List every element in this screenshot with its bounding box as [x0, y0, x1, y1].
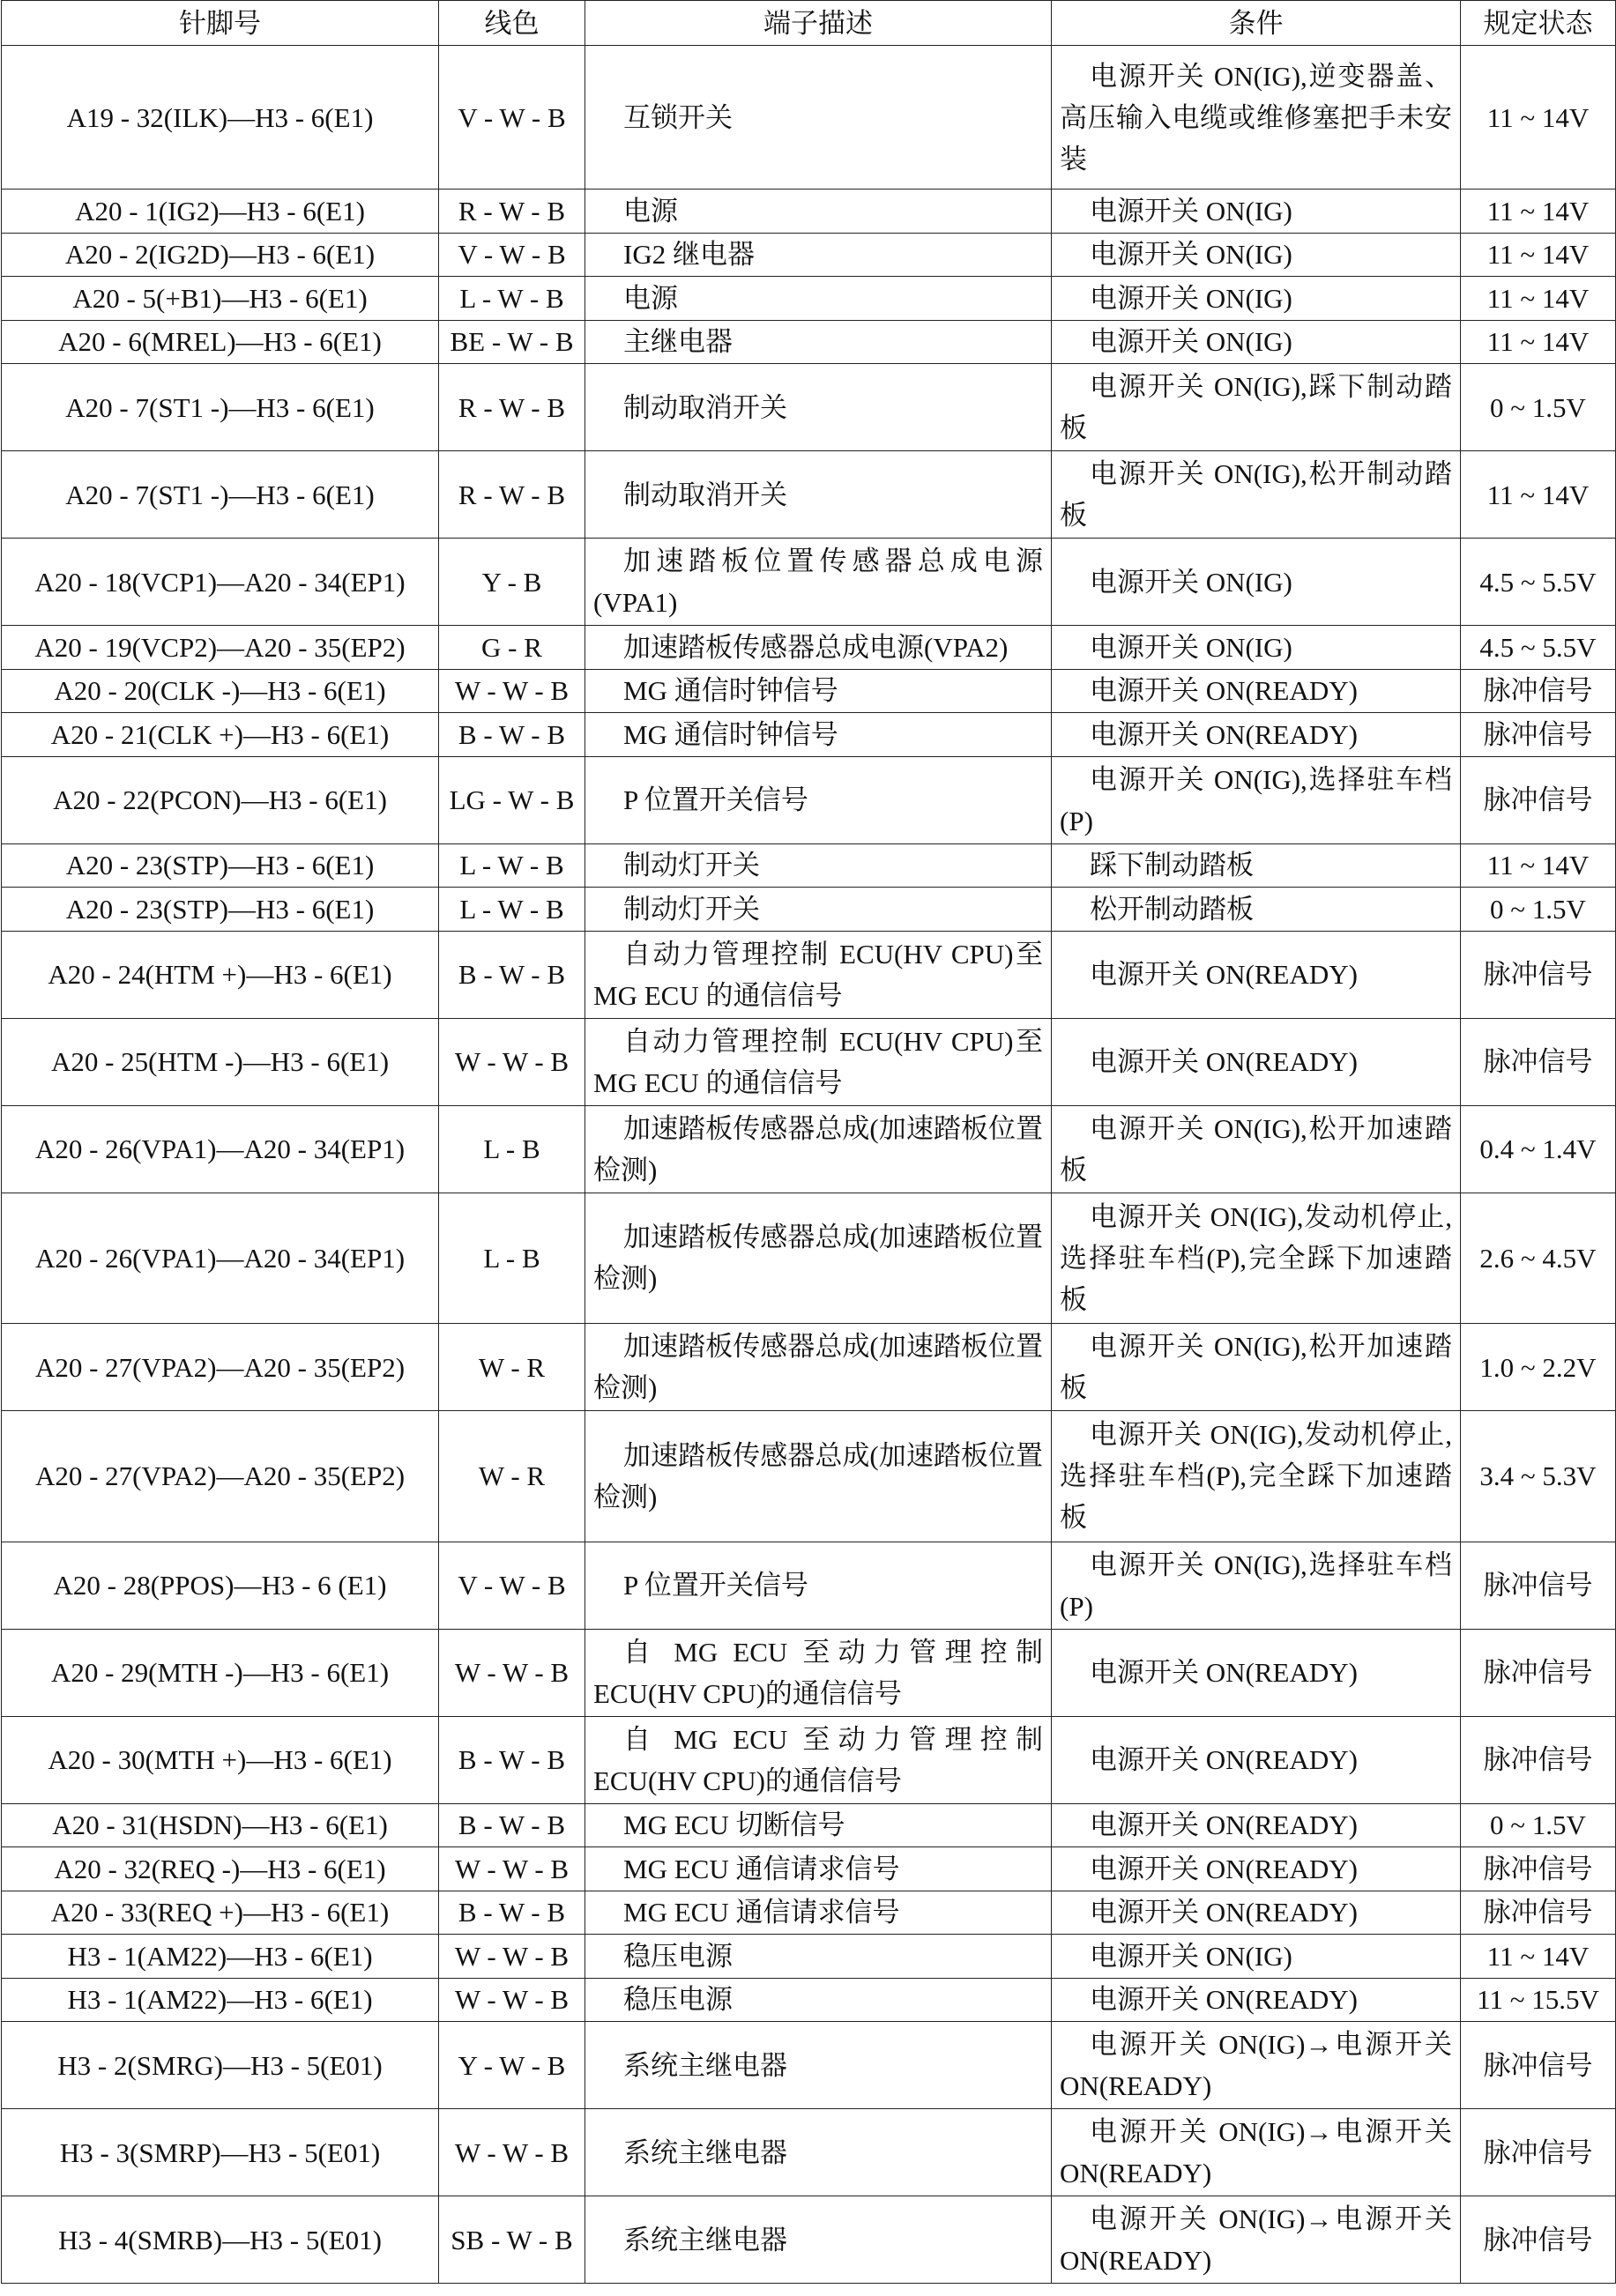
table-row [2, 1935, 1616, 1979]
pin-cell: H3 - 1(AM22)—H3 - 6(E1) [2, 1935, 439, 1979]
condition-cell: 电源开关 ON(IG),踩下制动踏板 [1052, 364, 1461, 451]
specified-state-cell: 11 ~ 14V [1461, 46, 1616, 189]
table-row [2, 451, 1616, 539]
specified-state-cell: 4.5 ~ 5.5V [1461, 626, 1616, 670]
condition-cell: 松开制动踏板 [1052, 888, 1461, 932]
condition-cell: 电源开关 ON(READY) [1052, 1847, 1461, 1891]
terminal-description-cell: 互锁开关 [585, 46, 1052, 189]
pin-cell: A20 - 23(STP)—H3 - 6(E1) [2, 843, 439, 888]
table-row [2, 539, 1616, 626]
wire-color-cell: B - W - B [439, 931, 585, 1018]
specified-state-cell: 脉冲信号 [1461, 2109, 1616, 2196]
table-row [2, 46, 1616, 189]
table-row [2, 626, 1616, 670]
header-specified-state: 规定状态 [1461, 1, 1616, 46]
wire-color-cell: L - B [439, 1105, 585, 1193]
table-row [2, 931, 1616, 1018]
condition-cell: 电源开关 ON(IG) [1052, 626, 1461, 670]
terminal-description-cell: 加速踏板传感器总成(加速踏板位置检测) [585, 1324, 1052, 1411]
pin-cell: A20 - 2(IG2D)—H3 - 6(E1) [2, 233, 439, 277]
wire-color-cell: LG - W - B [439, 756, 585, 843]
terminal-description-cell: 制动灯开关 [585, 843, 1052, 888]
specified-state-cell: 0 ~ 1.5V [1461, 888, 1616, 932]
condition-cell: 电源开关 ON(READY) [1052, 1018, 1461, 1105]
specified-state-cell: 脉冲信号 [1461, 1891, 1616, 1935]
specified-state-cell: 4.5 ~ 5.5V [1461, 539, 1616, 626]
terminal-description-cell: 加速踏板传感器总成(加速踏板位置检测) [585, 1193, 1052, 1324]
table-row [2, 1978, 1616, 2022]
specified-state-cell: 0 ~ 1.5V [1461, 1803, 1616, 1847]
terminal-description-cell: 自 MG ECU 至动力管理控制 ECU(HV CPU)的通信信号 [585, 1629, 1052, 1716]
terminal-description-cell: 稳压电源 [585, 1978, 1052, 2022]
condition-cell: 电源开关 ON(READY) [1052, 931, 1461, 1018]
condition-cell: 电源开关 ON(READY) [1052, 669, 1461, 713]
wire-color-cell: L - W - B [439, 888, 585, 932]
pin-cell: A20 - 25(HTM -)—H3 - 6(E1) [2, 1018, 439, 1105]
terminal-description-cell: 自 MG ECU 至动力管理控制 ECU(HV CPU)的通信信号 [585, 1716, 1052, 1803]
wire-color-cell: W - W - B [439, 1847, 585, 1891]
terminal-description-cell: MG ECU 通信请求信号 [585, 1847, 1052, 1891]
terminal-description-cell: 制动取消开关 [585, 364, 1052, 451]
wire-color-cell: B - W - B [439, 713, 585, 757]
terminal-description-cell: MG 通信时钟信号 [585, 669, 1052, 713]
table-row [2, 1542, 1616, 1629]
condition-cell: 电源开关 ON(IG) [1052, 320, 1461, 364]
table-row [2, 2196, 1616, 2284]
table-row [2, 320, 1616, 364]
terminal-description-cell: 加速踏板传感器总成(加速踏板位置检测) [585, 1411, 1052, 1542]
condition-cell: 电源开关 ON(IG),松开制动踏板 [1052, 451, 1461, 539]
specified-state-cell: 脉冲信号 [1461, 1629, 1616, 1716]
wire-color-cell: W - W - B [439, 2109, 585, 2196]
condition-cell: 踩下制动踏板 [1052, 843, 1461, 888]
pin-cell: A20 - 27(VPA2)—A20 - 35(EP2) [2, 1411, 439, 1542]
wire-color-cell: W - W - B [439, 1978, 585, 2022]
wire-color-cell: W - W - B [439, 669, 585, 713]
terminal-description-cell: IG2 继电器 [585, 233, 1052, 277]
terminal-description-cell: 主继电器 [585, 320, 1052, 364]
header-condition: 条件 [1052, 1, 1461, 46]
wire-color-cell: L - W - B [439, 277, 585, 321]
pin-cell: A20 - 23(STP)—H3 - 6(E1) [2, 888, 439, 932]
terminal-description-cell: 加速踏板传感器总成电源(VPA2) [585, 626, 1052, 670]
wire-color-cell: V - W - B [439, 1542, 585, 1629]
terminal-description-cell: 电源 [585, 189, 1052, 234]
specified-state-cell: 脉冲信号 [1461, 756, 1616, 843]
table-row [2, 1847, 1616, 1891]
table-row [2, 713, 1616, 757]
pin-cell: A20 - 29(MTH -)—H3 - 6(E1) [2, 1629, 439, 1716]
specified-state-cell: 11 ~ 14V [1461, 277, 1616, 321]
header-wire-color: 线色 [439, 1, 585, 46]
condition-cell: 电源开关 ON(IG),松开加速踏板 [1052, 1324, 1461, 1411]
pin-cell: A20 - 19(VCP2)—A20 - 35(EP2) [2, 626, 439, 670]
table-row [2, 1891, 1616, 1935]
pin-cell: A20 - 1(IG2)—H3 - 6(E1) [2, 189, 439, 234]
specified-state-cell: 11 ~ 14V [1461, 1935, 1616, 1979]
terminal-description-cell: MG 通信时钟信号 [585, 713, 1052, 757]
table-row [2, 1018, 1616, 1105]
table-row [2, 669, 1616, 713]
condition-cell: 电源开关 ON(IG) [1052, 233, 1461, 277]
terminal-description-cell: 自动力管理控制 ECU(HV CPU)至 MG ECU 的通信信号 [585, 1018, 1052, 1105]
specified-state-cell: 脉冲信号 [1461, 1847, 1616, 1891]
condition-cell: 电源开关 ON(READY) [1052, 1629, 1461, 1716]
wire-color-cell: G - R [439, 626, 585, 670]
table-row [2, 1629, 1616, 1716]
condition-cell: 电源开关 ON(READY) [1052, 1716, 1461, 1803]
specified-state-cell: 0.4 ~ 1.4V [1461, 1105, 1616, 1193]
pin-cell: H3 - 3(SMRP)—H3 - 5(E01) [2, 2109, 439, 2196]
terminal-description-cell: P 位置开关信号 [585, 756, 1052, 843]
terminal-description-cell: 加速踏板位置传感器总成电源(VPA1) [585, 539, 1052, 626]
terminal-description-cell: 制动灯开关 [585, 888, 1052, 932]
table-row [2, 756, 1616, 843]
table-row [2, 189, 1616, 234]
terminal-description-cell: P 位置开关信号 [585, 1542, 1052, 1629]
wire-color-cell: V - W - B [439, 233, 585, 277]
pin-cell: A20 - 21(CLK +)—H3 - 6(E1) [2, 713, 439, 757]
table-row [2, 843, 1616, 888]
specified-state-cell: 0 ~ 1.5V [1461, 364, 1616, 451]
condition-cell: 电源开关 ON(READY) [1052, 1803, 1461, 1847]
wire-color-cell: W - W - B [439, 1018, 585, 1105]
condition-cell: 电源开关 ON(IG),发动机停止,选择驻车档(P),完全踩下加速踏板 [1052, 1193, 1461, 1324]
condition-cell: 电源开关 ON(READY) [1052, 713, 1461, 757]
pin-cell: A20 - 7(ST1 -)—H3 - 6(E1) [2, 451, 439, 539]
pin-cell: A20 - 7(ST1 -)—H3 - 6(E1) [2, 364, 439, 451]
specified-state-cell: 1.0 ~ 2.2V [1461, 1324, 1616, 1411]
specified-state-cell: 11 ~ 14V [1461, 843, 1616, 888]
pin-cell: A20 - 26(VPA1)—A20 - 34(EP1) [2, 1105, 439, 1193]
specified-state-cell: 脉冲信号 [1461, 931, 1616, 1018]
wire-color-cell: B - W - B [439, 1716, 585, 1803]
terminal-description-cell: 电源 [585, 277, 1052, 321]
table-row [2, 888, 1616, 932]
table-row [2, 1716, 1616, 1803]
pin-cell: A19 - 32(ILK)—H3 - 6(E1) [2, 46, 439, 189]
pin-cell: A20 - 33(REQ +)—H3 - 6(E1) [2, 1891, 439, 1935]
table-row [2, 2109, 1616, 2196]
pin-specification-table [1, 0, 1616, 2284]
wire-color-cell: Y - B [439, 539, 585, 626]
table-row [2, 277, 1616, 321]
table-row [2, 1803, 1616, 1847]
pin-cell: A20 - 24(HTM +)—H3 - 6(E1) [2, 931, 439, 1018]
pin-cell: A20 - 26(VPA1)—A20 - 34(EP1) [2, 1193, 439, 1324]
table-row [2, 1411, 1616, 1542]
terminal-description-cell: 制动取消开关 [585, 451, 1052, 539]
table-row [2, 233, 1616, 277]
wire-color-cell: R - W - B [439, 451, 585, 539]
condition-cell: 电源开关 ON(IG)→电源开关 ON(READY) [1052, 2196, 1461, 2284]
pin-cell: A20 - 28(PPOS)—H3 - 6 (E1) [2, 1542, 439, 1629]
terminal-description-cell: 系统主继电器 [585, 2196, 1052, 2284]
table-row [2, 1105, 1616, 1193]
wire-color-cell: R - W - B [439, 364, 585, 451]
pin-cell: A20 - 30(MTH +)—H3 - 6(E1) [2, 1716, 439, 1803]
terminal-description-cell: 稳压电源 [585, 1935, 1052, 1979]
pin-cell: A20 - 18(VCP1)—A20 - 34(EP1) [2, 539, 439, 626]
specified-state-cell: 11 ~ 14V [1461, 189, 1616, 234]
condition-cell: 电源开关 ON(IG),松开加速踏板 [1052, 1105, 1461, 1193]
table-row [2, 2022, 1616, 2109]
wire-color-cell: W - R [439, 1324, 585, 1411]
terminal-description-cell: 加速踏板传感器总成(加速踏板位置检测) [585, 1105, 1052, 1193]
specified-state-cell: 3.4 ~ 5.3V [1461, 1411, 1616, 1542]
specified-state-cell: 脉冲信号 [1461, 1716, 1616, 1803]
table-row [2, 364, 1616, 451]
terminal-description-cell: 系统主继电器 [585, 2109, 1052, 2196]
pin-cell: H3 - 2(SMRG)—H3 - 5(E01) [2, 2022, 439, 2109]
terminal-description-cell: 系统主继电器 [585, 2022, 1052, 2109]
condition-cell: 电源开关 ON(IG)→电源开关 ON(READY) [1052, 2109, 1461, 2196]
pin-cell: A20 - 27(VPA2)—A20 - 35(EP2) [2, 1324, 439, 1411]
specified-state-cell: 脉冲信号 [1461, 2196, 1616, 2284]
specified-state-cell: 2.6 ~ 4.5V [1461, 1193, 1616, 1324]
wire-color-cell: SB - W - B [439, 2196, 585, 2284]
condition-cell: 电源开关 ON(IG),发动机停止,选择驻车档(P),完全踩下加速踏板 [1052, 1411, 1461, 1542]
header-terminal-description: 端子描述 [585, 1, 1052, 46]
header-row [2, 1, 1616, 46]
condition-cell: 电源开关 ON(IG),选择驻车档(P) [1052, 756, 1461, 843]
pin-cell: A20 - 31(HSDN)—H3 - 6(E1) [2, 1803, 439, 1847]
wire-color-cell: BE - W - B [439, 320, 585, 364]
terminal-description-cell: 自动力管理控制 ECU(HV CPU)至 MG ECU 的通信信号 [585, 931, 1052, 1018]
header-pin-number: 针脚号 [2, 1, 439, 46]
wire-color-cell: W - R [439, 1411, 585, 1542]
condition-cell: 电源开关 ON(IG) [1052, 277, 1461, 321]
wire-color-cell: V - W - B [439, 46, 585, 189]
condition-cell: 电源开关 ON(IG)→电源开关 ON(READY) [1052, 2022, 1461, 2109]
condition-cell: 电源开关 ON(IG) [1052, 1935, 1461, 1979]
wire-color-cell: R - W - B [439, 189, 585, 234]
wire-color-cell: B - W - B [439, 1891, 585, 1935]
condition-cell: 电源开关 ON(IG),选择驻车档(P) [1052, 1542, 1461, 1629]
pin-cell: H3 - 4(SMRB)—H3 - 5(E01) [2, 2196, 439, 2284]
wire-color-cell: Y - W - B [439, 2022, 585, 2109]
specified-state-cell: 11 ~ 15.5V [1461, 1978, 1616, 2022]
condition-cell: 电源开关 ON(READY) [1052, 1978, 1461, 2022]
wire-color-cell: W - W - B [439, 1629, 585, 1716]
specified-state-cell: 脉冲信号 [1461, 2022, 1616, 2109]
pin-cell: A20 - 32(REQ -)—H3 - 6(E1) [2, 1847, 439, 1891]
condition-cell: 电源开关 ON(IG),逆变器盖、高压输入电缆或维修塞把手未安装 [1052, 46, 1461, 189]
specified-state-cell: 脉冲信号 [1461, 713, 1616, 757]
wire-color-cell: B - W - B [439, 1803, 585, 1847]
pin-cell: A20 - 22(PCON)—H3 - 6(E1) [2, 756, 439, 843]
condition-cell: 电源开关 ON(IG) [1052, 539, 1461, 626]
terminal-description-cell: MG ECU 切断信号 [585, 1803, 1052, 1847]
pin-cell: H3 - 1(AM22)—H3 - 6(E1) [2, 1978, 439, 2022]
specified-state-cell: 11 ~ 14V [1461, 320, 1616, 364]
pin-cell: A20 - 5(+B1)—H3 - 6(E1) [2, 277, 439, 321]
table-row [2, 1193, 1616, 1324]
condition-cell: 电源开关 ON(IG) [1052, 189, 1461, 234]
pin-cell: A20 - 20(CLK -)—H3 - 6(E1) [2, 669, 439, 713]
specified-state-cell: 脉冲信号 [1461, 1018, 1616, 1105]
pin-cell: A20 - 6(MREL)—H3 - 6(E1) [2, 320, 439, 364]
specified-state-cell: 11 ~ 14V [1461, 451, 1616, 539]
condition-cell: 电源开关 ON(READY) [1052, 1891, 1461, 1935]
wire-color-cell: W - W - B [439, 1935, 585, 1979]
specified-state-cell: 11 ~ 14V [1461, 233, 1616, 277]
wire-color-cell: L - W - B [439, 843, 585, 888]
wire-color-cell: L - B [439, 1193, 585, 1324]
specified-state-cell: 脉冲信号 [1461, 1542, 1616, 1629]
table-row [2, 1324, 1616, 1411]
specified-state-cell: 脉冲信号 [1461, 669, 1616, 713]
terminal-description-cell: MG ECU 通信请求信号 [585, 1891, 1052, 1935]
